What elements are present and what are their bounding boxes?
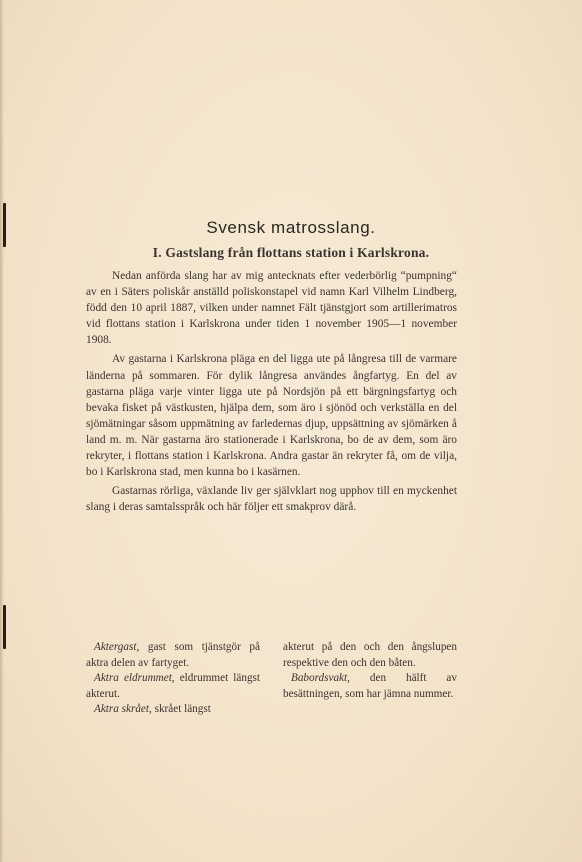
glossary-definition: akterut på den och den ångslupen respektive den och den båten.: [283, 641, 457, 669]
glossary-entry: [86, 640, 260, 671]
body-text: [86, 268, 457, 515]
glossary-term: Babordsvakt,: [291, 672, 350, 684]
glossary-column-right: [283, 640, 457, 718]
glossary-term: Aktergast,: [94, 641, 140, 653]
glossary-entry: [86, 671, 260, 702]
paragraph: Av gastarna i Karlskrona pläga en del ligga ute på långresa till de varmare länderna på sommaren. För dylik långresa användes ångfartyg. En del av gastarna pläga varje vinter ligga ute på Nordsjön på ett bärgningsfartyg och bevaka fisket på västkusten, hjälpa dem, som äro i sjönöd och verkställa en del sjömätningar såsom uppmätning av farledernas djup, uppsättning av sjömärken å land m. m. När gastarna äro stationerade i Karlskrona, bo de av dem, som äro rekryter, i flottans station i Karlskrona. Andra gastar än rekryter få, om de vilja, bo i Karlskrona stad, men kunna bo i kasärnen.: [86, 353, 457, 479]
document-title: Svensk matrosslang.: [206, 218, 376, 237]
glossary-definition: den hälft av besättningen, som har jämna nummer.: [283, 672, 457, 700]
glossary: [86, 640, 457, 718]
glossary-definition: eldrummet längst akterut.: [86, 672, 260, 700]
glossary-entry: [86, 702, 260, 718]
glossary-definition: skrået längst: [151, 703, 211, 715]
glossary-entry-continued: [283, 640, 457, 671]
paragraph: Gastarnas rörliga, växlande liv ger självklart nog upphov till en myckenhet slang i deras samtalsspråk och här följer ett smakprov därå.: [86, 485, 457, 514]
page-spine-edge: [0, 0, 4, 862]
glossary-entry: [283, 671, 457, 702]
glossary-column-left: [86, 640, 260, 718]
glossary-definition: gast som tjänstgör på aktra delen av fartyget.: [86, 641, 260, 669]
margin-mark-bottom: [3, 605, 6, 649]
glossary-term: Aktra eldrummet,: [94, 672, 175, 684]
glossary-term: Aktra skrået,: [94, 703, 152, 715]
paragraph: Nedan anförda slang har av mig antecknats efter vederbörlig “pumpning“ av en i Säters poliskår anställd poliskonstapel vid namn Karl Vilhelm Lindberg, född den 10 april 1887, vilken under namnet Fält tjänstgjort som artillerimatros vid flottans station i Karlskrona under tiden 1 november 1905—1 november 1908.: [86, 270, 457, 347]
section-heading: I. Gastslang från flottans station i Karlskrona.: [152, 245, 430, 260]
